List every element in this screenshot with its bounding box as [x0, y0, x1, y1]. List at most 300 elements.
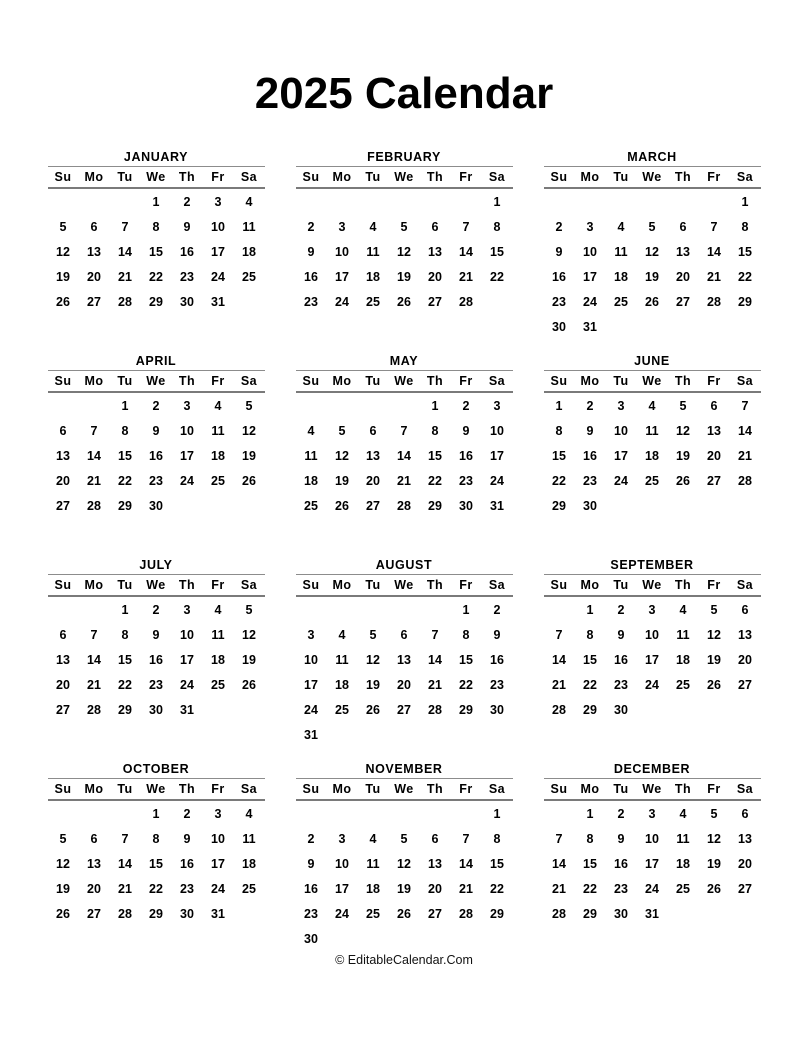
month-september: [544, 556, 761, 760]
weekday-label: Tu: [613, 578, 629, 593]
day-cell: 13: [676, 244, 690, 259]
day-cell: 7: [400, 423, 408, 438]
day-cell: 8: [741, 219, 749, 234]
day-cell: 23: [490, 677, 504, 692]
week-row: [296, 876, 513, 901]
day-cell: 7: [90, 423, 98, 438]
day-cell: 27: [676, 294, 690, 309]
day-cell: 24: [645, 677, 659, 692]
day-cell: 28: [459, 906, 473, 921]
day-cell: 19: [366, 677, 380, 692]
month-title: APRIL: [135, 354, 177, 369]
day-cell: 20: [676, 269, 690, 284]
weekday-label: We: [642, 170, 662, 185]
day-cell: 18: [645, 448, 659, 463]
weekday-label: Sa: [736, 578, 754, 593]
day-cell: 5: [710, 602, 718, 617]
week-row: [48, 826, 265, 851]
day-cell: 19: [645, 269, 659, 284]
day-cell: 3: [338, 219, 346, 234]
weekday-label: Fr: [459, 374, 473, 389]
day-cell: 15: [583, 856, 597, 871]
day-cell: 14: [118, 856, 132, 871]
week-row: [544, 239, 761, 264]
day-cell: 16: [149, 652, 163, 667]
day-cell: 4: [369, 219, 377, 234]
day-cell: 11: [614, 244, 628, 259]
day-cell: 29: [149, 906, 163, 921]
day-cell: 30: [583, 498, 597, 513]
day-cell: 5: [710, 806, 718, 821]
day-cell: 1: [121, 398, 129, 413]
day-cell: 12: [645, 244, 659, 259]
week-row: [48, 289, 265, 314]
day-cell: 8: [493, 219, 501, 234]
week-row: [544, 314, 761, 339]
day-cell: 28: [738, 473, 752, 488]
weekday-label: Mo: [332, 782, 352, 797]
day-cell: 19: [397, 269, 411, 284]
day-cell: 29: [490, 906, 504, 921]
day-cell: 14: [397, 448, 411, 463]
day-cell: 1: [493, 194, 501, 209]
day-cell: 17: [490, 448, 504, 463]
weekday-label: We: [394, 170, 414, 185]
day-cell: 27: [56, 702, 70, 717]
week-row: [48, 697, 265, 722]
day-cell: 23: [583, 473, 597, 488]
day-cell: 9: [586, 423, 594, 438]
day-cell: 4: [617, 219, 625, 234]
day-cell: 3: [214, 806, 222, 821]
day-cell: 31: [180, 702, 194, 717]
weekday-label: Tu: [365, 782, 381, 797]
day-cell: 31: [211, 906, 225, 921]
week-row: [296, 468, 513, 493]
day-cell: 13: [428, 244, 442, 259]
weekday-label: Th: [674, 374, 692, 389]
day-cell: 2: [183, 806, 191, 821]
day-cell: 27: [56, 498, 70, 513]
weekday-label: Mo: [84, 782, 104, 797]
day-cell: 10: [490, 423, 504, 438]
day-cell: 17: [180, 448, 194, 463]
weekday-label: Su: [550, 578, 568, 593]
month-grid: [296, 801, 513, 951]
day-cell: 18: [366, 269, 380, 284]
weekday-label: Mo: [580, 374, 600, 389]
week-row: [48, 672, 265, 697]
day-cell: 3: [307, 627, 315, 642]
weekday-label: We: [642, 374, 662, 389]
day-cell: 4: [648, 398, 656, 413]
day-cell: 15: [490, 244, 504, 259]
day-cell: 13: [56, 448, 70, 463]
day-cell: 30: [614, 702, 628, 717]
day-cell: 11: [676, 831, 690, 846]
day-cell: 4: [245, 194, 253, 209]
day-cell: 25: [676, 677, 690, 692]
day-cell: 28: [118, 294, 132, 309]
week-row: [48, 393, 265, 418]
weekday-label: Th: [674, 170, 692, 185]
day-cell: 14: [459, 856, 473, 871]
day-cell: 23: [304, 294, 318, 309]
weekday-label: Su: [302, 170, 320, 185]
day-cell: 5: [648, 219, 656, 234]
weekday-label: Sa: [488, 374, 506, 389]
weekday-label: Mo: [84, 170, 104, 185]
weekday-header: [544, 778, 761, 801]
day-cell: 9: [617, 627, 625, 642]
day-cell: 8: [431, 423, 439, 438]
day-cell: 11: [304, 448, 318, 463]
day-cell: 15: [738, 244, 752, 259]
weekday-label: We: [642, 578, 662, 593]
day-cell: 5: [59, 219, 67, 234]
day-cell: 4: [679, 602, 687, 617]
weekday-label: Fr: [707, 578, 721, 593]
day-cell: 6: [369, 423, 377, 438]
day-cell: 26: [645, 294, 659, 309]
day-cell: 25: [614, 294, 628, 309]
weekday-label: Fr: [707, 374, 721, 389]
day-cell: 24: [335, 906, 349, 921]
day-cell: 3: [617, 398, 625, 413]
day-cell: 26: [676, 473, 690, 488]
weekday-header: [48, 778, 265, 801]
day-cell: 2: [617, 602, 625, 617]
day-cell: 11: [335, 652, 349, 667]
day-cell: 25: [211, 473, 225, 488]
day-cell: 19: [397, 881, 411, 896]
week-row: [296, 239, 513, 264]
day-cell: 27: [428, 906, 442, 921]
day-cell: 28: [118, 906, 132, 921]
day-cell: 23: [304, 906, 318, 921]
week-row: [296, 697, 513, 722]
month-december: [544, 760, 761, 951]
week-row: [296, 418, 513, 443]
day-cell: 28: [428, 702, 442, 717]
day-cell: 3: [214, 194, 222, 209]
weekday-label: Th: [674, 782, 692, 797]
day-cell: 19: [707, 856, 721, 871]
day-cell: 15: [149, 856, 163, 871]
month-march: [544, 148, 761, 352]
day-cell: 16: [614, 652, 628, 667]
week-row: [48, 443, 265, 468]
day-cell: 25: [242, 269, 256, 284]
day-cell: 15: [583, 652, 597, 667]
day-cell: 20: [366, 473, 380, 488]
day-cell: 4: [338, 627, 346, 642]
week-row: [544, 393, 761, 418]
day-cell: 21: [459, 269, 473, 284]
day-cell: 28: [397, 498, 411, 513]
weekday-label: Sa: [240, 170, 258, 185]
day-cell: 22: [490, 881, 504, 896]
day-cell: 4: [679, 806, 687, 821]
day-cell: 29: [118, 702, 132, 717]
day-cell: 2: [586, 398, 594, 413]
day-cell: 23: [149, 677, 163, 692]
day-cell: 27: [428, 294, 442, 309]
weekday-label: Su: [54, 782, 72, 797]
week-row: [48, 418, 265, 443]
day-cell: 17: [645, 856, 659, 871]
weekday-label: We: [146, 374, 166, 389]
day-cell: 30: [180, 906, 194, 921]
day-cell: 15: [552, 448, 566, 463]
weekday-label: We: [394, 782, 414, 797]
day-cell: 31: [211, 294, 225, 309]
day-cell: 7: [555, 627, 563, 642]
day-cell: 19: [707, 652, 721, 667]
day-cell: 23: [180, 269, 194, 284]
month-august: [296, 556, 513, 760]
day-cell: 8: [462, 627, 470, 642]
weekday-label: Tu: [613, 374, 629, 389]
day-cell: 1: [121, 602, 129, 617]
day-cell: 23: [180, 881, 194, 896]
day-cell: 19: [335, 473, 349, 488]
weekday-label: We: [146, 782, 166, 797]
day-cell: 6: [431, 831, 439, 846]
day-cell: 7: [462, 219, 470, 234]
day-cell: 15: [459, 652, 473, 667]
day-cell: 6: [679, 219, 687, 234]
week-row: [544, 672, 761, 697]
day-cell: 9: [152, 627, 160, 642]
weekday-label: Sa: [736, 374, 754, 389]
day-cell: 12: [707, 831, 721, 846]
day-cell: 25: [366, 294, 380, 309]
weekday-label: Tu: [613, 782, 629, 797]
day-cell: 16: [180, 856, 194, 871]
month-october: [48, 760, 265, 951]
day-cell: 25: [211, 677, 225, 692]
day-cell: 9: [617, 831, 625, 846]
day-cell: 1: [431, 398, 439, 413]
day-cell: 21: [118, 881, 132, 896]
day-cell: 13: [56, 652, 70, 667]
day-cell: 26: [56, 906, 70, 921]
day-cell: 18: [676, 652, 690, 667]
day-cell: 2: [152, 602, 160, 617]
day-cell: 22: [149, 269, 163, 284]
month-november: [296, 760, 513, 951]
day-cell: 10: [335, 856, 349, 871]
week-row: [296, 189, 513, 214]
day-cell: 1: [493, 806, 501, 821]
day-cell: 25: [335, 702, 349, 717]
day-cell: 9: [307, 244, 315, 259]
day-cell: 30: [552, 319, 566, 334]
day-cell: 21: [552, 677, 566, 692]
day-cell: 15: [149, 244, 163, 259]
day-cell: 15: [490, 856, 504, 871]
weekday-header: [544, 574, 761, 597]
day-cell: 29: [428, 498, 442, 513]
week-row: [48, 851, 265, 876]
day-cell: 1: [152, 194, 160, 209]
day-cell: 29: [738, 294, 752, 309]
day-cell: 11: [242, 831, 256, 846]
day-cell: 26: [242, 677, 256, 692]
week-row: [296, 264, 513, 289]
weekday-label: Th: [426, 782, 444, 797]
day-cell: 5: [245, 398, 253, 413]
month-grid: [544, 597, 761, 722]
week-row: [544, 901, 761, 926]
day-cell: 31: [583, 319, 597, 334]
day-cell: 10: [180, 627, 194, 642]
day-cell: 8: [121, 627, 129, 642]
week-row: [48, 468, 265, 493]
day-cell: 19: [676, 448, 690, 463]
day-cell: 17: [211, 244, 225, 259]
day-cell: 12: [242, 423, 256, 438]
week-row: [544, 826, 761, 851]
day-cell: 12: [366, 652, 380, 667]
day-cell: 7: [121, 219, 129, 234]
day-cell: 2: [307, 831, 315, 846]
month-title: MAY: [389, 354, 419, 369]
day-cell: 23: [614, 677, 628, 692]
day-cell: 17: [211, 856, 225, 871]
day-cell: 26: [707, 677, 721, 692]
weekday-label: Su: [302, 374, 320, 389]
day-cell: 23: [614, 881, 628, 896]
weekday-label: Th: [178, 782, 196, 797]
day-cell: 6: [710, 398, 718, 413]
day-cell: 18: [242, 244, 256, 259]
day-cell: 26: [56, 294, 70, 309]
weekday-label: Sa: [240, 578, 258, 593]
day-cell: 21: [397, 473, 411, 488]
day-cell: 3: [648, 602, 656, 617]
week-row: [544, 622, 761, 647]
day-cell: 12: [676, 423, 690, 438]
day-cell: 21: [428, 677, 442, 692]
day-cell: 24: [304, 702, 318, 717]
weekday-header: [296, 778, 513, 801]
day-cell: 17: [335, 881, 349, 896]
day-cell: 8: [152, 219, 160, 234]
weekday-header: [544, 166, 761, 189]
week-row: [544, 801, 761, 826]
day-cell: 12: [56, 244, 70, 259]
month-grid: [544, 393, 761, 518]
day-cell: 26: [707, 881, 721, 896]
day-cell: 22: [118, 473, 132, 488]
day-cell: 24: [645, 881, 659, 896]
day-cell: 16: [583, 448, 597, 463]
day-cell: 20: [397, 677, 411, 692]
day-cell: 29: [149, 294, 163, 309]
day-cell: 25: [304, 498, 318, 513]
day-cell: 20: [707, 448, 721, 463]
day-cell: 30: [459, 498, 473, 513]
day-cell: 31: [490, 498, 504, 513]
day-cell: 5: [59, 831, 67, 846]
week-row: [48, 493, 265, 518]
day-cell: 13: [87, 856, 101, 871]
weekday-label: Tu: [117, 782, 133, 797]
week-row: [544, 289, 761, 314]
day-cell: 10: [211, 219, 225, 234]
day-cell: 19: [242, 448, 256, 463]
weekday-label: Tu: [365, 374, 381, 389]
day-cell: 18: [211, 448, 225, 463]
weekday-label: Sa: [736, 170, 754, 185]
week-row: [544, 443, 761, 468]
day-cell: 27: [738, 881, 752, 896]
day-cell: 20: [428, 881, 442, 896]
weekday-label: Su: [54, 170, 72, 185]
day-cell: 3: [586, 219, 594, 234]
day-cell: 22: [459, 677, 473, 692]
day-cell: 11: [242, 219, 256, 234]
day-cell: 4: [214, 398, 222, 413]
day-cell: 31: [304, 727, 318, 742]
weekday-label: Fr: [459, 578, 473, 593]
day-cell: 1: [586, 602, 594, 617]
day-cell: 28: [459, 294, 473, 309]
day-cell: 16: [459, 448, 473, 463]
weekday-label: Mo: [332, 374, 352, 389]
day-cell: 6: [90, 219, 98, 234]
week-row: [544, 418, 761, 443]
day-cell: 9: [183, 831, 191, 846]
weekday-label: Mo: [332, 578, 352, 593]
day-cell: 16: [304, 269, 318, 284]
month-grid: [48, 189, 265, 314]
day-cell: 22: [428, 473, 442, 488]
month-title: MARCH: [627, 150, 677, 165]
month-grid: [48, 597, 265, 722]
month-may: [296, 352, 513, 556]
day-cell: 2: [183, 194, 191, 209]
month-january: [48, 148, 265, 352]
weekday-label: Fr: [459, 170, 473, 185]
weekday-label: Su: [54, 578, 72, 593]
day-cell: 3: [493, 398, 501, 413]
day-cell: 14: [428, 652, 442, 667]
day-cell: 9: [307, 856, 315, 871]
day-cell: 21: [552, 881, 566, 896]
day-cell: 16: [304, 881, 318, 896]
week-row: [296, 597, 513, 622]
month-grid: [296, 597, 513, 747]
weekday-label: We: [146, 578, 166, 593]
day-cell: 25: [645, 473, 659, 488]
day-cell: 10: [211, 831, 225, 846]
week-row: [544, 876, 761, 901]
month-february: [296, 148, 513, 352]
day-cell: 22: [552, 473, 566, 488]
day-cell: 20: [87, 881, 101, 896]
day-cell: 26: [366, 702, 380, 717]
weekday-label: Sa: [736, 782, 754, 797]
day-cell: 4: [214, 602, 222, 617]
day-cell: 20: [87, 269, 101, 284]
day-cell: 27: [366, 498, 380, 513]
week-row: [48, 264, 265, 289]
month-title: DECEMBER: [613, 762, 691, 777]
week-row: [544, 597, 761, 622]
